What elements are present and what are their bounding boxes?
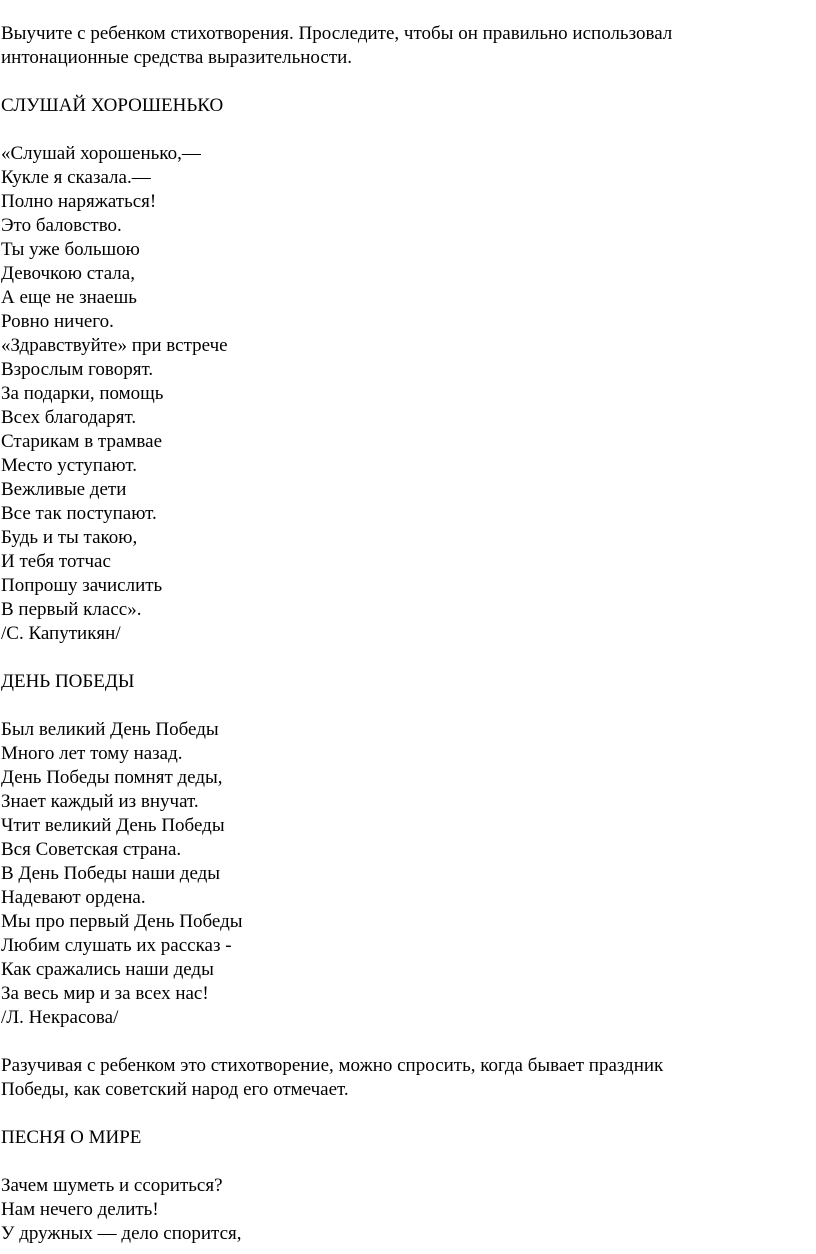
poem-line: Нам нечего делить! — [1, 1199, 159, 1220]
poem-line: Кукле я сказала.— — [1, 167, 151, 188]
poem-2 — [1, 670, 811, 1030]
poem-line: Взрослым говорят. — [1, 359, 154, 380]
poem-line: За подарки, помощь — [1, 383, 164, 404]
poem-line: День Победы помнят деды, — [1, 767, 223, 788]
poem-line: Девочкою стала, — [1, 263, 135, 284]
document-page — [1, 22, 811, 1246]
poem-line: Любим слушать их рассказ - — [1, 935, 232, 956]
poem-line: Много лет тому назад. — [1, 743, 183, 764]
poem-3-lines — [1, 1174, 811, 1246]
poem-line: Ты уже большою — [1, 239, 140, 260]
intro-line: интонационные средства выразительности. — [1, 47, 353, 68]
poem-line: Надевают ордена. — [1, 887, 146, 908]
poem-1 — [1, 94, 811, 646]
poem-line: Место уступают. — [1, 455, 137, 476]
intro-line: Выучите с ребенком стихотворения. Проследите, чтобы он правильно использовал — [1, 23, 673, 44]
poem-line: Мы про первый День Победы — [1, 911, 243, 932]
poem-title: ДЕНЬ ПОБЕДЫ — [1, 671, 135, 692]
poem-line: Попрошу зачислить — [1, 575, 163, 596]
poem-author: /С. Капутикян/ — [1, 623, 121, 644]
poem-line: «Слушай хорошенько,— — [1, 143, 201, 164]
poem-line: Ровно ничего. — [1, 311, 114, 332]
note-paragraph — [1, 1054, 811, 1102]
poem-title: СЛУШАЙ ХОРОШЕНЬКО — [1, 95, 224, 116]
note-line: Разучивая с ребенком это стихотворение, можно спросить, когда бывает праздник — [1, 1055, 664, 1076]
poem-line: И тебя тотчас — [1, 551, 111, 572]
poem-line: Как сражались наши деды — [1, 959, 214, 980]
poem-line: Чтит великий День Победы — [1, 815, 225, 836]
poem-2-lines — [1, 718, 811, 1006]
poem-line: В первый класс». — [1, 599, 142, 620]
poem-line: У дружных — дело спорится, — [1, 1223, 242, 1244]
poem-line: А еще не знаешь — [1, 287, 137, 308]
poem-line: Старикам в трамвае — [1, 431, 163, 452]
poem-line: Полно наряжаться! — [1, 191, 157, 212]
poem-line: Вся Советская страна. — [1, 839, 182, 860]
poem-line: За весь мир и за всех нас! — [1, 983, 209, 1004]
poem-line: Знает каждый из внучат. — [1, 791, 199, 812]
poem-line: Будь и ты такою, — [1, 527, 138, 548]
poem-line: Все так поступают. — [1, 503, 157, 524]
poem-line: Был великий День Победы — [1, 719, 219, 740]
poem-line: Вежливые дети — [1, 479, 127, 500]
intro-paragraph — [1, 22, 811, 70]
poem-3 — [1, 1126, 811, 1246]
poem-line: «Здравствуйте» при встрече — [1, 335, 228, 356]
poem-line: Всех благодарят. — [1, 407, 137, 428]
note-line: Победы, как советский народ его отмечает. — [1, 1079, 349, 1100]
poem-author: /Л. Некрасова/ — [1, 1007, 119, 1028]
poem-line: Это баловство. — [1, 215, 122, 236]
poem-line: В День Победы наши деды — [1, 863, 221, 884]
poem-line: Зачем шуметь и ссориться? — [1, 1175, 223, 1196]
poem-title: ПЕСНЯ О МИРЕ — [1, 1127, 142, 1148]
poem-1-lines — [1, 142, 811, 622]
